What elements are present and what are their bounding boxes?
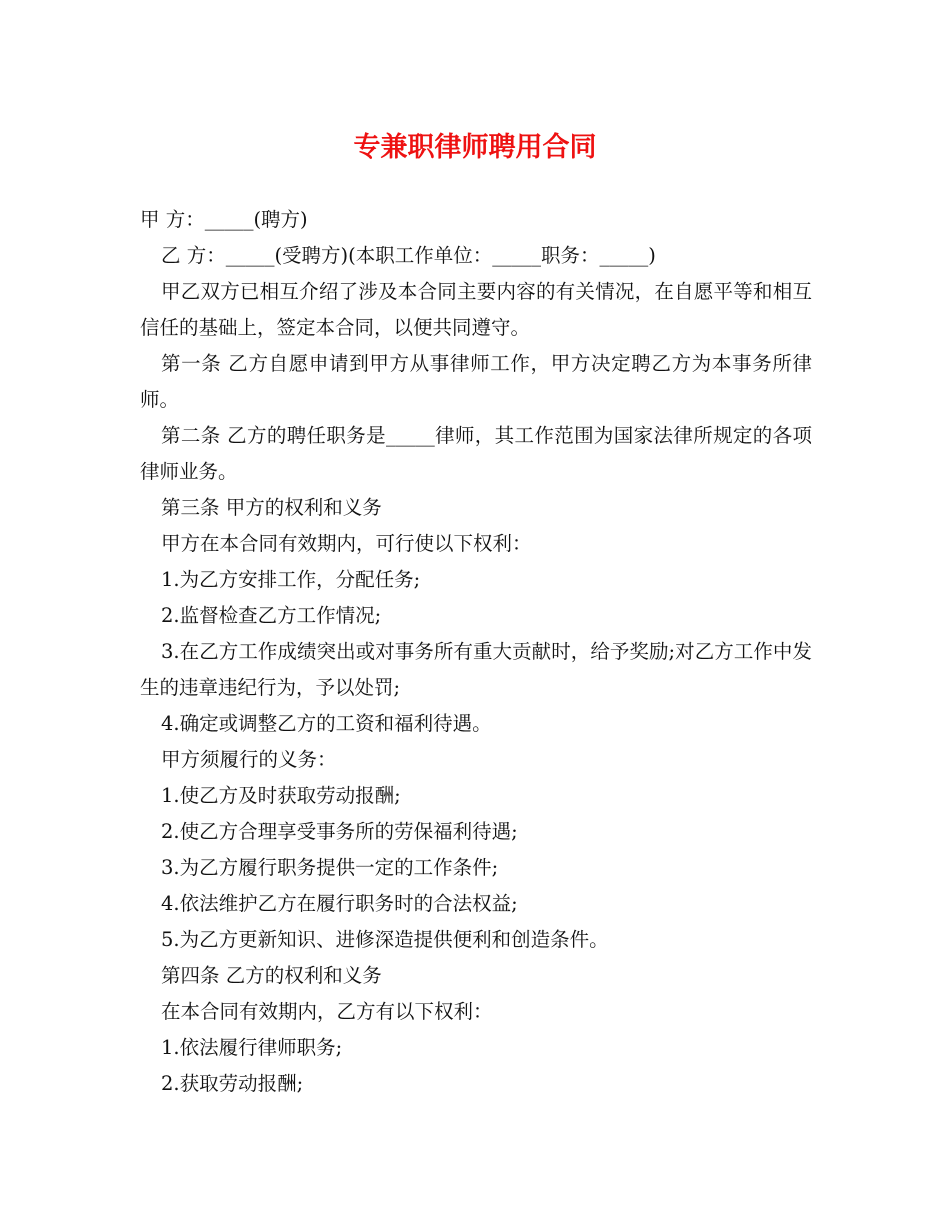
preamble-paragraph: 甲乙双方已相互介绍了涉及本合同主要内容的有关情况，在自愿平等和相互信任的基础上，签定本合同，以便共同遵守。 xyxy=(140,280,812,339)
party-a-right-1: 1.为乙方安排工作，分配任务; xyxy=(161,568,421,591)
document-title: 专兼职律师聘用合同 xyxy=(353,132,597,163)
party-a-duty-2: 2.使乙方合理享受事务所的劳保福利待遇; xyxy=(161,820,518,843)
article-1: 第一条 乙方自愿申请到甲方从事律师工作，甲方决定聘乙方为本事务所律师。 xyxy=(140,352,812,411)
party-a-duty-3: 3.为乙方履行职务提供一定的工作条件; xyxy=(161,856,499,879)
party-a-right-2: 2.监督检查乙方工作情况; xyxy=(161,604,382,627)
party-b-right-1: 1.依法履行律师职务; xyxy=(161,1036,343,1059)
party-b-line: 乙 方：_____(受聘方)(本职工作单位：_____职务：_____) xyxy=(161,244,656,267)
party-a-rights-intro: 甲方在本合同有效期内，可行使以下权利： xyxy=(161,532,532,555)
party-b-right-2: 2.获取劳动报酬; xyxy=(161,1072,304,1095)
party-a-duty-5: 5.为乙方更新知识、进修深造提供便利和创造条件。 xyxy=(161,928,609,951)
party-a-duty-4: 4.依法维护乙方在履行职务时的合法权益; xyxy=(161,892,518,915)
party-a-right-4: 4.确定或调整乙方的工资和福利待遇。 xyxy=(161,712,492,735)
party-a-duties-intro: 甲方须履行的义务： xyxy=(161,748,337,771)
party-b-rights-intro: 在本合同有效期内，乙方有以下权利： xyxy=(161,1000,493,1023)
party-a-duty-1: 1.使乙方及时获取劳动报酬; xyxy=(161,784,401,807)
party-a-line: 甲 方：_____(聘方) xyxy=(140,208,308,231)
article-3-heading: 第三条 甲方的权利和义务 xyxy=(161,496,382,519)
article-2: 第二条 乙方的聘任职务是_____律师，其工作范围为国家法律所规定的各项律师业务。 xyxy=(140,424,812,483)
document-body xyxy=(140,202,812,1102)
article-4-heading: 第四条 乙方的权利和义务 xyxy=(161,964,382,987)
party-a-right-3: 3.在乙方工作成绩突出或对事务所有重大贡献时，给予奖励;对乙方工作中发生的违章违纪行为，予以处罚; xyxy=(140,640,812,699)
